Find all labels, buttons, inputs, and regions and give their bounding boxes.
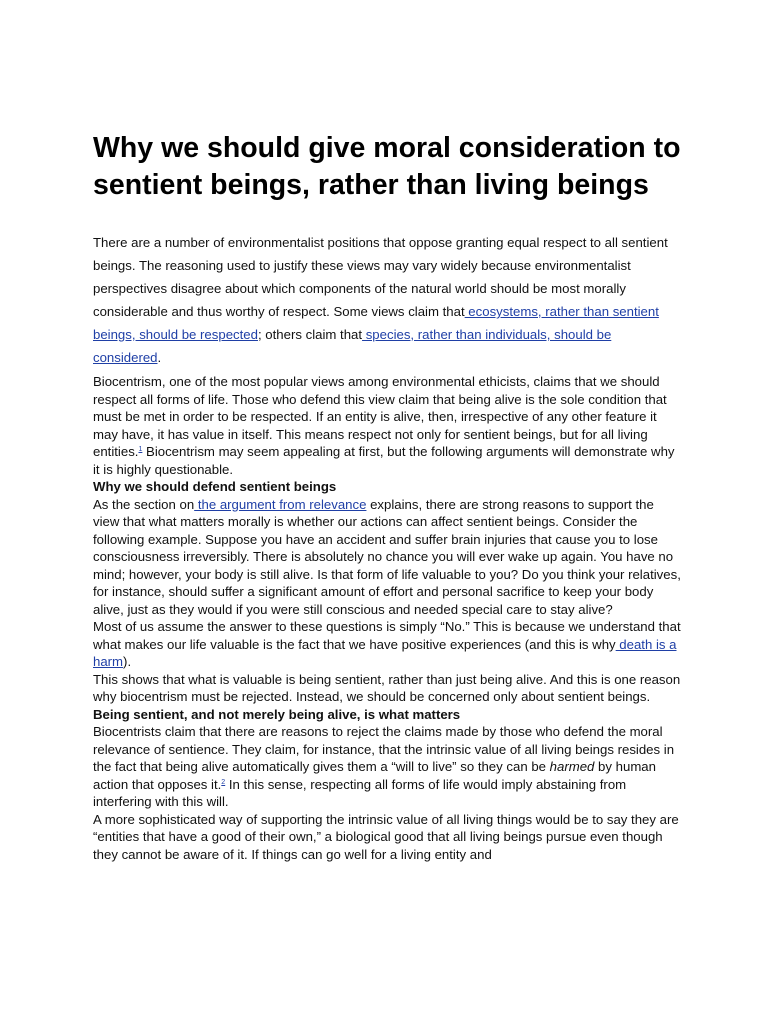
intro-text-1: There are a number of environmentalist positions that oppose granting equal respect to all sentient beings. The reasoning used to justify these views may vary widely because environmentalist perspectives disagree about which components of the natural world should be most morally considerable and thus worthy of respect. Some views claim that xyxy=(93,235,668,319)
relevance-text-1: As the section on xyxy=(93,496,195,512)
relevance-text-2: explains, there are strong reasons to support the view that what matters morally is whether our actions can affect sentient beings. Consider the following example. Suppose you have an accident and suffer brain injuries that cause you to lose consciousness irreversibly. There is absolutely no chance you will ever wake up again. You have no mind; however, your body is still alive. Is that form of life valuable to you? Do you think your relatives, for instance, should suffer a significant amount of effort and personal sacrifice to keep your body alive, just as they would if you were still conscious and needed special care to stay alive? xyxy=(93,496,681,617)
section-heading-sentient-matters: Being sentient, and not merely being alive, is what matters xyxy=(93,706,461,722)
biocentrism-paragraph xyxy=(93,373,683,478)
link-ecosystems[interactable]: ecosystems, rather than sentient beings, should be respected xyxy=(93,304,659,342)
intro-paragraph xyxy=(93,231,683,369)
will-text-2: by human action that opposes it. xyxy=(93,759,656,792)
will-emphasis: harmed xyxy=(549,759,595,774)
will-text-1: Biocentrists claim that there are reasons to reject the claims made by those who defend the moral relevance of sentience. They claim, for instance, that the intrinsic value of all living beings resides in the fact that being alive automatically gives them a “will to live” so they can be xyxy=(93,724,675,774)
intro-text-2: ; others claim that xyxy=(257,327,363,342)
document-page xyxy=(93,130,683,863)
relevance-paragraph xyxy=(93,496,683,619)
page-title: Why we should give moral consideration to sentient beings, rather than living beings xyxy=(93,132,681,201)
intro-text-3: . xyxy=(157,350,162,365)
biocentrism-text-1: Biocentrism, one of the most popular views among environmental ethicists, claims that we should respect all forms of life. Those who defend this view claim that being alive is the sole condition that must be met in order to be respected. If an entity is alive, then, irrespective of any other feature it may have, it has value in itself. This means respect not only for sentient beings, but for all living entities. xyxy=(93,374,667,459)
link-death-is-a-harm[interactable]: death is a harm xyxy=(93,636,677,669)
link-argument-from-relevance[interactable]: the argument from relevance xyxy=(194,496,367,512)
will-to-live-paragraph xyxy=(93,723,683,811)
biocentrism-text-2: Biocentrism may seem appealing at first, but the following arguments will demonstrate why it is highly questionable. xyxy=(93,444,675,477)
conclusion-paragraph: This shows that what is valuable is being sentient, rather than just being alive. And this is one reason why biocentrism must be rejected. Instead, we should be concerned only about sentient beings. xyxy=(93,671,681,704)
answer-text-1: Most of us assume the answer to these questions is simply “No.” This is because we understand that what makes our life valuable is the fact that we have positive experiences (and this is why xyxy=(93,619,681,652)
answer-text-2: ). xyxy=(123,654,132,669)
footnote-1-link[interactable]: 1 xyxy=(138,446,143,453)
section-heading-defend-sentient: Why we should defend sentient beings xyxy=(93,479,337,494)
good-of-their-own-paragraph: A more sophisticated way of supporting the intrinsic value of all living things would be to say they are “entities that have a good of their own,” a biological good that all living beings pursue even though they cannot be aware of it. If things can go well for a living entity and xyxy=(93,811,679,862)
link-species[interactable]: species, rather than individuals, should be considered xyxy=(93,327,612,365)
footnote-2-link[interactable]: 2 xyxy=(221,778,226,786)
answer-paragraph xyxy=(93,618,683,671)
will-text-3: In this sense, respecting all forms of life would imply abstaining from interfering with this will. xyxy=(93,776,627,809)
